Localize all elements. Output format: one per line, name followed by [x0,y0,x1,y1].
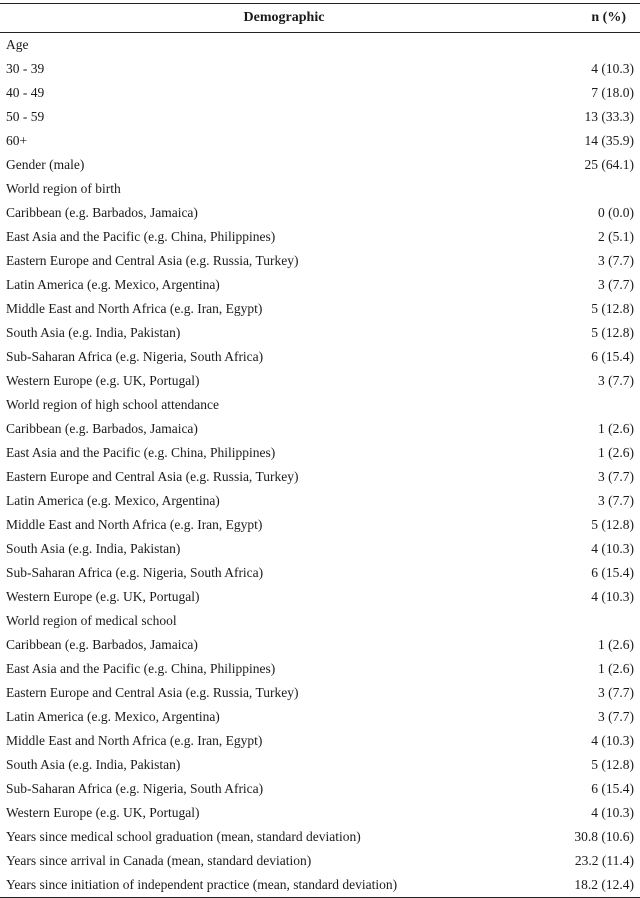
table-row [0,537,640,561]
row-value: 5 (12.8) [591,325,634,340]
table-header [0,4,640,33]
row-value: 3 (7.7) [598,253,634,268]
row-value: 4 (10.3) [591,541,634,556]
table-body [0,33,640,898]
row-value [528,33,640,58]
table-row [0,825,640,849]
row-label: Latin America (e.g. Mexico, Argentina) [6,709,220,724]
header-row [0,4,640,33]
row-value: 30.8 (10.6) [574,829,634,844]
row-label: 40 - 49 [6,85,45,100]
row-label: World region of birth [6,181,121,196]
row-value: 2 (5.1) [598,229,634,244]
row-label: Years since arrival in Canada (mean, standard deviation) [6,853,312,868]
row-label: East Asia and the Pacific (e.g. China, Philippines) [6,229,276,244]
table-row [0,225,640,249]
row-label: Eastern Europe and Central Asia (e.g. Russia, Turkey) [6,469,299,484]
row-label: East Asia and the Pacific (e.g. China, Philippines) [6,661,276,676]
table-row [0,57,640,81]
table-row [0,393,640,417]
row-value: 5 (12.8) [591,517,634,532]
row-value: 4 (10.3) [591,733,634,748]
row-label: Years since initiation of independent practice (mean, standard deviation) [0,873,528,898]
row-value: 6 (15.4) [591,781,634,796]
row-value: 3 (7.7) [598,469,634,484]
row-value: 5 (12.8) [591,757,634,772]
row-label: 30 - 39 [6,61,45,76]
row-label: World region of medical school [6,613,177,628]
row-value: 13 (33.3) [584,109,634,124]
row-label: Latin America (e.g. Mexico, Argentina) [6,277,220,292]
row-label: South Asia (e.g. India, Pakistan) [6,757,181,772]
row-value: 23.2 (11.4) [574,853,634,868]
row-label: Latin America (e.g. Mexico, Argentina) [6,493,220,508]
row-value: 3 (7.7) [598,277,634,292]
row-label: Gender (male) [6,157,85,172]
table-row [0,657,640,681]
row-value [528,177,640,201]
row-label: Eastern Europe and Central Asia (e.g. Russia, Turkey) [6,685,299,700]
row-value [528,393,640,417]
demographics-table [0,3,640,898]
table-row [0,321,640,345]
table-row [0,681,640,705]
table-row [0,801,640,825]
table-row [0,201,640,225]
row-label: East Asia and the Pacific (e.g. China, Philippines) [6,445,276,460]
table-row [0,465,640,489]
row-value: 4 (10.3) [591,589,634,604]
table-row [0,177,640,201]
header-demographic: Demographic [0,4,528,33]
row-value: 3 (7.7) [598,373,634,388]
row-label: Middle East and North Africa (e.g. Iran, Egypt) [6,517,263,532]
row-value: 3 (7.7) [598,709,634,724]
row-label: Middle East and North Africa (e.g. Iran, Egypt) [6,733,263,748]
row-value: 1 (2.6) [598,445,634,460]
row-value: 18.2 (12.4) [528,873,640,898]
row-value: 6 (15.4) [591,349,634,364]
table-row [0,105,640,129]
table-row [0,153,640,177]
row-label: Sub-Saharan Africa (e.g. Nigeria, South Africa) [6,349,264,364]
row-value: 1 (2.6) [598,661,634,676]
row-label: 50 - 59 [6,109,45,124]
table-row [0,417,640,441]
table-row [0,345,640,369]
row-value: 6 (15.4) [591,565,634,580]
row-value: 7 (18.0) [591,85,634,100]
row-label: Caribbean (e.g. Barbados, Jamaica) [6,205,198,220]
row-value: 4 (10.3) [591,805,634,820]
row-label: Western Europe (e.g. UK, Portugal) [6,373,200,388]
row-label: Sub-Saharan Africa (e.g. Nigeria, South Africa) [6,781,264,796]
row-value: 1 (2.6) [598,637,634,652]
row-label: Western Europe (e.g. UK, Portugal) [6,805,200,820]
row-value: 4 (10.3) [591,61,634,76]
row-value [528,609,640,633]
table-row [0,129,640,153]
table-row [0,849,640,873]
table-row [0,513,640,537]
row-label: Eastern Europe and Central Asia (e.g. Russia, Turkey) [6,253,299,268]
row-label: Age [6,37,29,52]
row-label: 60+ [6,133,28,148]
table-row [0,777,640,801]
row-value: 14 (35.9) [584,133,634,148]
row-label: Middle East and North Africa (e.g. Iran, Egypt) [6,301,263,316]
row-value: 3 (7.7) [598,493,634,508]
table-row [0,489,640,513]
row-value: 0 (0.0) [598,205,634,220]
row-label: Caribbean (e.g. Barbados, Jamaica) [6,637,198,652]
table-row [0,441,640,465]
table-row [0,633,640,657]
table-row [0,705,640,729]
row-value: 25 (64.1) [584,157,634,172]
row-label: Years since medical school graduation (mean, standard deviation) [6,829,361,844]
row-label: South Asia (e.g. India, Pakistan) [6,325,181,340]
row-label: World region of high school attendance [6,397,219,412]
table-row [0,81,640,105]
row-value: 3 (7.7) [598,685,634,700]
table-row [0,297,640,321]
table-row [0,273,640,297]
table-row [0,729,640,753]
table-row [0,561,640,585]
row-label: Western Europe (e.g. UK, Portugal) [6,589,200,604]
row-label: Caribbean (e.g. Barbados, Jamaica) [6,421,198,436]
row-label: South Asia (e.g. India, Pakistan) [6,541,181,556]
row-label: Sub-Saharan Africa (e.g. Nigeria, South Africa) [6,565,264,580]
table-row [0,585,640,609]
table-row [0,33,640,58]
table-row [0,609,640,633]
header-n-percent: n (%) [528,4,640,33]
row-value: 1 (2.6) [598,421,634,436]
table-row [0,249,640,273]
table-row [0,369,640,393]
table-row [0,753,640,777]
row-value: 5 (12.8) [591,301,634,316]
